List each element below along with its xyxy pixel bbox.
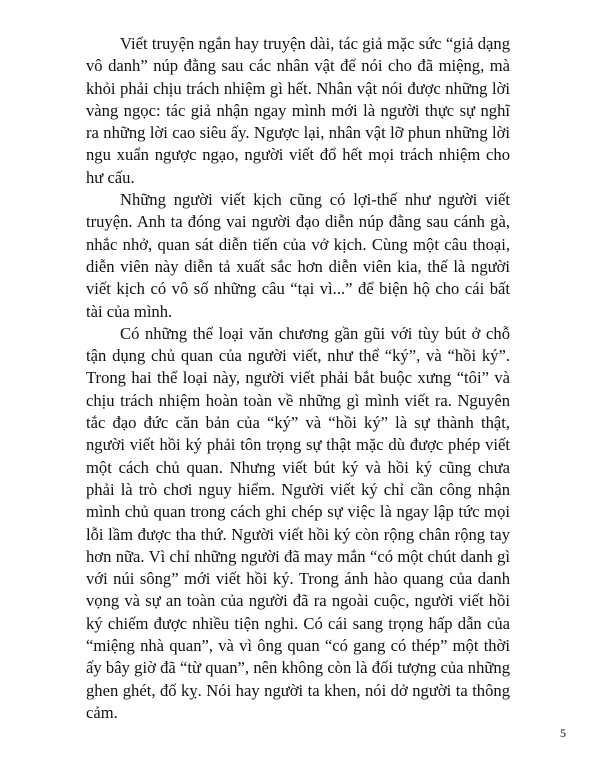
paragraph-1: Viết truyện ngắn hay truyện dài, tác giả mặc sức “giả dạng vô danh” núp đằng sau các nhân vật để nói cho đã miệng, mà khỏi phải chịu trách nhiệm gì hết. Nhân vật nói được những lời vàng ngọc: tác giả nhận ngay mình mới là người thực sự nghĩ ra những lời cao siêu ấy. Ngược lại, nhân vật lỡ phun những lời ngu xuẩn ngược ngạo, người viết đổ hết mọi trách nhiệm cho hư cấu. [86,34,510,187]
body-text [86,33,510,724]
page-number: 5 [560,726,566,740]
paragraph-2: Những người viết kịch cũng có lợi-thế như người viết truyện. Anh ta đóng vai người đạo diễn núp đằng sau cánh gà, nhắc nhở, quan sát diễn tiến của vở kịch. Cùng một câu thoại, diễn viên này diễn tả xuất sắc hơn diễn viên kia, thế là người viết kịch có vô số những câu “tại vì...” để biện hộ cho cái bất tài của mình. [86,190,510,321]
paragraph-3: Có những thể loại văn chương gần gũi với tùy bút ở chỗ tận dụng chủ quan của người viết, như thể “ký”, và “hồi ký”. Trong hai thể loại này, người viết phải bắt buộc xưng “tôi” và chịu trách nhiệm hoàn toàn về những gì mình viết ra. Nguyên tắc đạo đức căn bản của “ký” và “hồi ký” là sự thành thật, người viết hồi ký phải tôn trọng sự thật mặc dù được phép viết một cách chủ quan. Nhưng viết bút ký và hồi ký cũng chưa phải là trò chơi nguy hiểm. Người viết ký chỉ cần công nhận mình chủ quan trong cách ghi chép sự việc là ngay lập tức mọi lỗi lầm được tha thứ. Người viết hồi ký còn rộng chân rộng tay hơn nữa. Vì chỉ những người đã may mắn “có một chút danh gì với núi sông” mới viết hồi ký. Trong ánh hào quang của danh vọng và sự an toàn của người đã ra ngoài cuộc, người viết hồi ký chiếm được nhiều tiện nghi. Có cái sang trọng hấp dẫn của “miệng nhà quan”, và vì ông quan “có gang có thép” một thời ấy bây giờ đã “từ quan”, nên không còn là đối tượng của những ghen ghét, đố kỵ. Nói hay người ta khen, nói dở người ta thông cảm. [86,323,510,722]
